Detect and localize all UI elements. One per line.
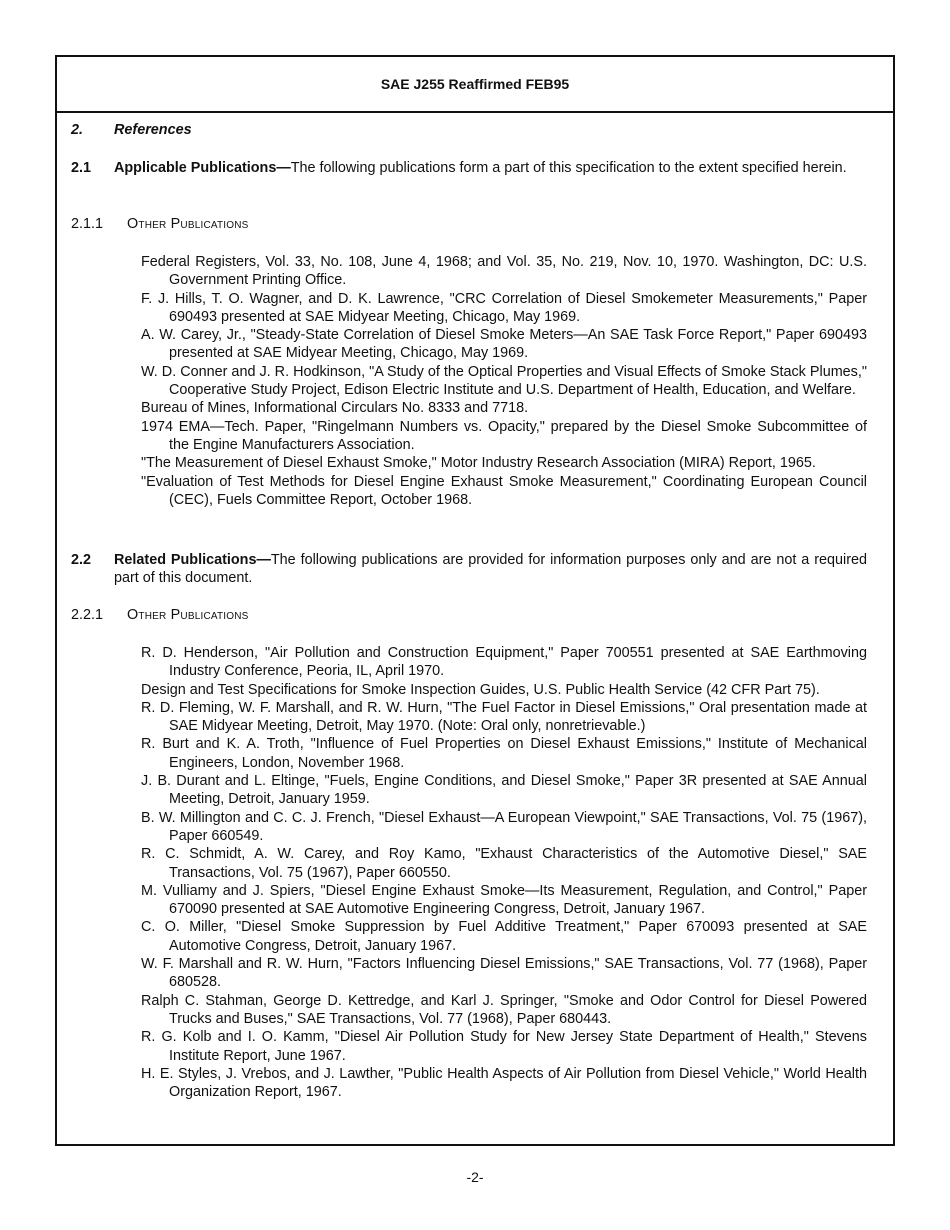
page-number: -2- (466, 1169, 484, 1185)
section-heading-references (71, 121, 867, 139)
reference-item: R. Burt and K. A. Troth, "Influence of Fuel Properties on Diesel Exhaust Emissions," Institute of Mechanical Engineers, London, November 1968. (141, 736, 867, 771)
reference-item: Bureau of Mines, Informational Circulars No. 8333 and 7718. (141, 400, 529, 417)
section-2-2 (71, 551, 867, 588)
subsection-title: Other Publications (127, 216, 249, 232)
section-text: The following publications form a part of this specification to the extent specified herein. (290, 160, 847, 176)
reference-list-applicable (141, 253, 867, 509)
reference-item: W. F. Marshall and R. W. Hurn, "Factors Influencing Diesel Emissions," SAE Transactions, Vol. 77 (1968), Paper 680528. (141, 956, 867, 991)
reference-item: "The Measurement of Diesel Exhaust Smoke," Motor Industry Research Association (MIRA) Report, 1965. (141, 455, 816, 472)
subsection-2-2-1 (71, 606, 867, 624)
section-number: 2.1 (71, 160, 92, 176)
section-paragraph (71, 159, 867, 177)
reference-item: Federal Registers, Vol. 33, No. 108, June 4, 1968; and Vol. 35, No. 219, Nov. 10, 1970. Washington, DC: U.S. Government Printing Office. (141, 254, 867, 289)
section-2-1 (71, 159, 867, 177)
subsection-number: 2.2.1 (71, 607, 104, 623)
subsection-number: 2.1.1 (71, 216, 104, 232)
reference-item: F. J. Hills, T. O. Wagner, and D. K. Lawrence, "CRC Correlation of Diesel Smokemeter Measurements," Paper 690493 presented at SAE Midyear Meeting, Chicago, May 1969. (141, 290, 867, 325)
section-text: The following publications are provided for information purposes only and are not a required part of this document. (114, 552, 867, 587)
reference-item: 1974 EMA—Tech. Paper, "Ringelmann Numbers vs. Opacity," prepared by the Diesel Smoke Subcommittee of the Engine Manufacturers Association. (141, 418, 867, 453)
subsection-2-1-1 (71, 215, 867, 233)
reference-list-related (141, 644, 867, 1101)
section-title: References (114, 122, 192, 138)
reference-item: Design and Test Specifications for Smoke Inspection Guides, U.S. Public Health Service (42 CFR Part 75). (141, 681, 820, 698)
reference-item: "Evaluation of Test Methods for Diesel Engine Exhaust Smoke Measurement," Coordinating European Council (CEC), Fuels Committee Report, October 1968. (141, 473, 867, 508)
reference-item: H. E. Styles, J. Vrebos, and J. Lawther, "Public Health Aspects of Air Pollution from Diesel Vehicle," World Health Organization Report, 1967. (141, 1065, 867, 1101)
page-frame (55, 55, 895, 1146)
reference-item: R. D. Fleming, W. F. Marshall, and R. W. Hurn, "The Fuel Factor in Diesel Emissions," Oral presentation made at SAE Midyear Meeting, Detroit, May 1970. (Note: Oral only, nonretrievable.) (141, 699, 867, 735)
reference-item: Ralph C. Stahman, George D. Kettredge, and Karl J. Springer, "Smoke and Odor Control for Diesel Powered Trucks and Buses," SAE Transactions, Vol. 77 (1968), Paper 680443. (141, 992, 867, 1027)
reference-item: C. O. Miller, "Diesel Smoke Suppression by Fuel Additive Treatment," Paper 670093 presented at SAE Automotive Congress, Detroit, January 1967. (141, 919, 867, 954)
reference-item: M. Vulliamy and J. Spiers, "Diesel Engine Exhaust Smoke—Its Measurement, Regulation, and Control," Paper 670090 presented at SAE Automotive Engineering Congress, Detroit, January 1967. (141, 882, 867, 918)
document-header (57, 57, 893, 113)
section-number: 2. (71, 122, 84, 138)
reference-item: R. G. Kolb and I. O. Kamm, "Diesel Air Pollution Study for New Jersey State Department of Health," Stevens Institute Report, June 1967. (141, 1029, 867, 1064)
reference-item: J. B. Durant and L. Eltinge, "Fuels, Engine Conditions, and Diesel Smoke," Paper 3R presented at SAE Annual Meeting, Detroit, January 1959. (141, 773, 867, 808)
subsection-title: Other Publications (127, 607, 249, 623)
document-title: SAE J255 Reaffirmed FEB95 (380, 75, 570, 92)
reference-item: W. D. Conner and J. R. Hodkinson, "A Study of the Optical Properties and Visual Effects of Smoke Stack Plumes," Cooperative Study Project, Edison Electric Institute and U.S. Department of Health, Education, and Welfare. (141, 363, 867, 399)
section-paragraph (71, 551, 867, 588)
section-lead: Related Publications— (114, 552, 271, 568)
reference-item: R. D. Henderson, "Air Pollution and Construction Equipment," Paper 700551 presented at SAE Earthmoving Industry Conference, Peoria, IL, April 1970. (141, 645, 867, 680)
section-number: 2.2 (71, 552, 92, 568)
reference-item: R. C. Schmidt, A. W. Carey, and Roy Kamo, "Exhaust Characteristics of the Automotive Diesel," SAE Transactions, Vol. 75 (1967), Paper 660550. (141, 846, 867, 881)
reference-item: B. W. Millington and C. C. J. French, "Diesel Exhaust—A European Viewpoint," SAE Transactions, Vol. 75 (1967), Paper 660549. (141, 809, 867, 844)
section-lead: Applicable Publications— (114, 160, 291, 176)
reference-item: A. W. Carey, Jr., "Steady-State Correlation of Diesel Smoke Meters—An SAE Task Force Report," Paper 690493 presented at SAE Midyear Meeting, Chicago, May 1969. (141, 327, 867, 362)
